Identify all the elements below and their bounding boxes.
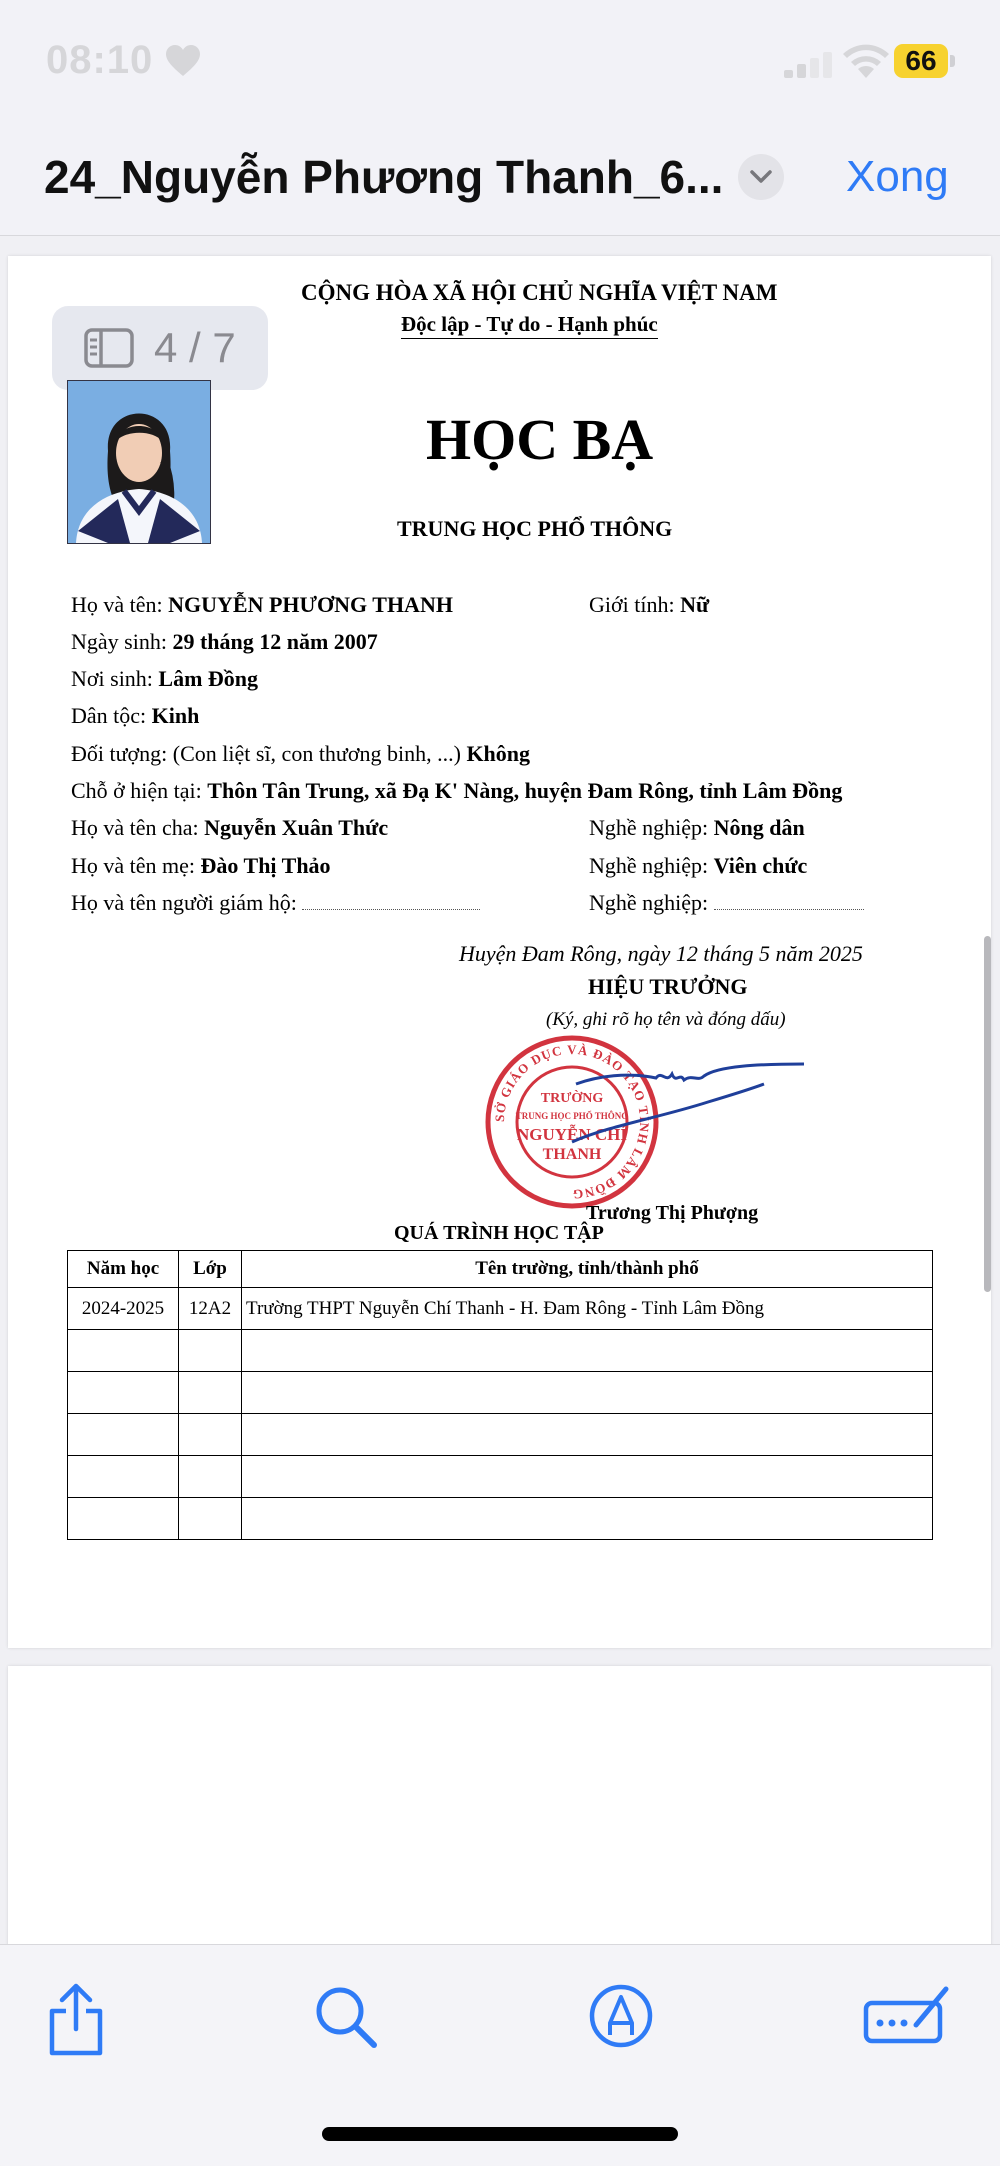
mother-row [71, 853, 331, 879]
table-cell [179, 1330, 242, 1372]
target-row [71, 741, 530, 767]
study-history-table [67, 1250, 933, 1540]
table-cell [68, 1414, 179, 1456]
table-row [68, 1372, 933, 1414]
father-job-row [589, 815, 805, 841]
mother-job-label: Nghề nghiệp: [589, 853, 709, 878]
gender-label: Giới tính: [589, 592, 675, 617]
father-job-label: Nghề nghiệp: [589, 815, 709, 840]
document-viewer[interactable] [0, 236, 1000, 1944]
table-cell [179, 1456, 242, 1498]
sidebar-icon [84, 328, 134, 368]
seal-ring-text: SỞ GIÁO DỤC VÀ ĐÀO TẠO TỈNH LÂM ĐỒNG [491, 1041, 653, 1203]
table-row [68, 1288, 933, 1330]
col-school-year: Năm học [68, 1251, 179, 1288]
signer-name: Trương Thị Phượng [586, 1202, 759, 1224]
navigation-bar [0, 120, 1000, 236]
document-subtitle: TRUNG HỌC PHỔ THÔNG [397, 516, 673, 541]
document-page [8, 256, 991, 1648]
document-title-hoc-ba: HỌC BẠ [426, 407, 654, 472]
table-cell: 2024-2025 [68, 1288, 179, 1330]
wifi-icon [840, 42, 892, 80]
motto: Độc lập - Tự do - Hạnh phúc [401, 312, 658, 339]
battery-percent: 66 [905, 45, 937, 76]
father-value: Nguyễn Xuân Thức [204, 815, 389, 840]
table-row [68, 1456, 933, 1498]
next-document-page [8, 1666, 991, 1944]
cellular-signal-icon [782, 52, 836, 78]
mother-label: Họ và tên mẹ: [71, 853, 196, 878]
mother-job-value: Viên chức [713, 853, 808, 878]
pob-row [71, 666, 258, 692]
table-row [68, 1414, 933, 1456]
principal-role: HIỆU TRƯỞNG [588, 974, 748, 999]
status-time: 08:10 [46, 38, 154, 82]
father-job-value: Nông dân [713, 815, 805, 840]
table-cell [68, 1372, 179, 1414]
table-cell [68, 1456, 179, 1498]
table-cell: 12A2 [179, 1288, 242, 1330]
signature-note: (Ký, ghi rõ họ tên và đóng dấu) [546, 1009, 786, 1030]
father-label: Họ và tên cha: [71, 815, 199, 840]
home-indicator[interactable] [322, 2127, 678, 2141]
col-school-name: Tên trường, tỉnh/thành phố [242, 1251, 933, 1288]
ethnic-label: Dân tộc: [71, 703, 147, 728]
guardian-label: Họ và tên người giám hộ: [71, 890, 297, 915]
guardian-row [71, 890, 480, 916]
seal-line-3: NGUYỄN CHÍ [516, 1125, 628, 1144]
table-cell [179, 1498, 242, 1540]
page-indicator-text: 4 / 7 [154, 324, 236, 371]
guardian-job-row [589, 890, 864, 916]
history-heading: QUÁ TRÌNH HỌC TẬP [394, 1222, 604, 1244]
page-indicator[interactable] [52, 306, 268, 390]
guardian-job-label: Nghề nghiệp: [589, 890, 709, 915]
heart-icon [165, 44, 201, 78]
table-cell [68, 1498, 179, 1540]
table-cell [242, 1330, 933, 1372]
address-value: Thôn Tân Trung, xã Đạ K' Nàng, huyện Đam Rông, tỉnh Lâm Đồng [207, 778, 843, 803]
dob-value: 29 tháng 12 năm 2007 [172, 629, 378, 654]
document-title[interactable]: 24_Nguyễn Phương Thanh_6... [44, 151, 724, 203]
guardian-blank [302, 909, 480, 910]
seal-line-1: TRƯỜNG [540, 1091, 604, 1106]
target-label: Đối tượng: (Con liệt sĩ, con thương binh, ...) [71, 741, 461, 766]
target-value: Không [466, 741, 531, 766]
scrollbar[interactable] [984, 936, 991, 1292]
name-row [71, 592, 453, 618]
dob-row [71, 629, 378, 655]
markup-icon[interactable] [588, 1983, 654, 2049]
ethnic-row [71, 703, 199, 729]
table-cell [242, 1414, 933, 1456]
gender-value: Nữ [680, 592, 710, 617]
battery-icon [894, 44, 956, 78]
form-fill-icon[interactable] [862, 1983, 952, 2047]
principal-signature [568, 1056, 808, 1146]
table-cell [242, 1456, 933, 1498]
done-button[interactable]: Xong [846, 152, 949, 201]
guardian-job-blank [714, 909, 864, 910]
table-cell [179, 1414, 242, 1456]
table-row [68, 1498, 933, 1540]
gender-row [589, 592, 709, 618]
table-cell [68, 1330, 179, 1372]
col-class: Lớp [179, 1251, 242, 1288]
name-label: Họ và tên: [71, 592, 163, 617]
table-cell [179, 1372, 242, 1414]
seal-line-2: TRUNG HỌC PHỔ THÔNG [515, 1111, 629, 1121]
father-row [71, 815, 388, 841]
mother-job-row [589, 853, 807, 879]
student-name: NGUYỄN PHƯƠNG THANH [168, 592, 453, 617]
chevron-down-icon [749, 167, 773, 187]
country-heading: CỘNG HÒA XÃ HỘI CHỦ NGHĨA VIỆT NAM [301, 280, 778, 305]
title-menu-button[interactable] [738, 154, 784, 200]
table-row [68, 1330, 933, 1372]
dob-label: Ngày sinh: [71, 629, 167, 654]
ethnic-value: Kinh [151, 703, 200, 728]
status-bar [0, 0, 1000, 120]
pob-value: Lâm Đồng [158, 666, 259, 691]
place-date: Huyện Đam Rông, ngày 12 tháng 5 năm 2025 [459, 941, 863, 966]
address-row [71, 778, 842, 804]
table-cell [242, 1372, 933, 1414]
student-photo [67, 380, 211, 544]
table-cell [242, 1498, 933, 1540]
table-cell: Trường THPT Nguyễn Chí Thanh - H. Đam Rông - Tỉnh Lâm Đồng [242, 1288, 933, 1330]
table-header-row [68, 1251, 933, 1288]
pob-label: Nơi sinh: [71, 666, 153, 691]
share-icon[interactable] [44, 1983, 108, 2057]
address-label: Chỗ ở hiện tại: [71, 778, 202, 803]
seal-line-4: THANH [542, 1146, 602, 1163]
search-icon[interactable] [314, 1985, 378, 2049]
mother-value: Đào Thị Thảo [200, 853, 331, 878]
